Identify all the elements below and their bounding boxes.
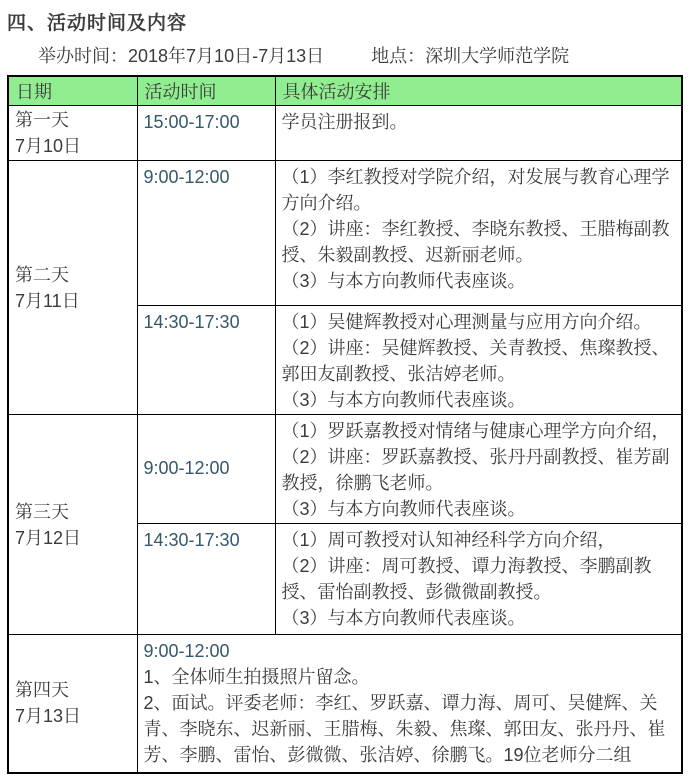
date-cell-day2 xyxy=(8,161,137,415)
activity-line: 1、全体师生拍摄照片留念。 xyxy=(143,667,370,687)
table-row xyxy=(8,106,682,161)
activity-line: （2）讲座：李红教授、李晓东教授、王腊梅副教授、朱毅副教授、迟新丽老师。 xyxy=(281,219,670,265)
date-label: 7月11日 xyxy=(15,290,80,311)
activity-line: （3）与本方向教师代表座谈。 xyxy=(281,608,526,628)
activity-cell xyxy=(275,161,682,306)
activity-line: 学员注册报到。 xyxy=(281,112,408,132)
date-cell-day3 xyxy=(8,415,137,635)
col-header-activity: 具体活动安排 xyxy=(275,76,682,106)
time-cell: 14:30-17:30 xyxy=(137,524,275,635)
subtitle xyxy=(7,42,682,68)
time-cell: 9:00-12:00 xyxy=(137,161,275,306)
held-time-text: 举办时间：2018年7月10日-7月13日 xyxy=(38,46,325,66)
day-label: 第一天 xyxy=(15,110,69,130)
time-label: 9:00-12:00 xyxy=(143,641,230,661)
table-row xyxy=(8,161,682,306)
schedule-table xyxy=(7,75,683,774)
table-row xyxy=(8,635,682,773)
activity-line: （3）与本方向教师代表座谈。 xyxy=(281,271,526,291)
activity-cell-merged xyxy=(137,635,682,773)
activity-line: （2）讲座：罗跃嘉教授、张丹丹副教授、崔芳副教授，徐鹏飞老师。 xyxy=(281,447,670,493)
activity-cell xyxy=(275,306,682,415)
activity-line: （1）罗跃嘉教授对情绪与健康心理学方向介绍， xyxy=(281,421,670,441)
page-title: 四、活动时间及内容 xyxy=(7,13,188,34)
date-label: 7月12日 xyxy=(15,527,82,548)
date-label: 7月13日 xyxy=(15,706,82,727)
activity-cell xyxy=(275,106,682,161)
time-cell: 14:30-17:30 xyxy=(137,306,275,415)
activity-line: （2）讲座：吴健辉教授、关青教授、焦璨教授、郭田友副教授、张洁婷老师。 xyxy=(281,338,670,384)
activity-line: （3）与本方向教师代表座谈。 xyxy=(281,499,526,519)
table-row xyxy=(8,415,682,524)
date-label: 7月10日 xyxy=(15,136,82,156)
table-header-row xyxy=(8,76,682,106)
date-cell-day4 xyxy=(8,635,137,773)
location-text: 地点：深圳大学师范学院 xyxy=(371,46,570,66)
time-cell: 15:00-17:00 xyxy=(137,106,275,161)
activity-line: （1）李红教授对学院介绍，对发展与教育心理学方向介绍。 xyxy=(281,167,670,213)
day-label: 第三天 xyxy=(15,501,69,522)
col-header-date: 日期 xyxy=(8,76,137,106)
day-label: 第二天 xyxy=(15,264,69,285)
col-header-time: 活动时间 xyxy=(137,76,275,106)
date-cell-day1 xyxy=(8,106,137,161)
activity-cell xyxy=(275,524,682,635)
activity-line: （1）吴健辉教授对心理测量与应用方向介绍。 xyxy=(281,312,652,332)
activity-line: （3）与本方向教师代表座谈。 xyxy=(281,390,526,410)
activity-line: 2、面试。评委老师：李红、罗跃嘉、谭力海、周可、吴健辉、关青、李晓东、迟新丽、王腊梅、朱毅、焦璨、郭田友、张丹丹、崔芳、李鹏、雷怡、彭微微、张洁婷、徐鹏飞。19位老师分二组 xyxy=(143,693,666,765)
activity-line: （1）周可教授对认知神经科学方向介绍， xyxy=(281,530,616,550)
time-cell: 9:00-12:00 xyxy=(137,415,275,524)
activity-line: （2）讲座：周可教授、谭力海教授、李鹏副教授、雷怡副教授、彭微微副教授。 xyxy=(281,556,652,602)
activity-cell xyxy=(275,415,682,524)
day-label: 第四天 xyxy=(15,680,69,701)
